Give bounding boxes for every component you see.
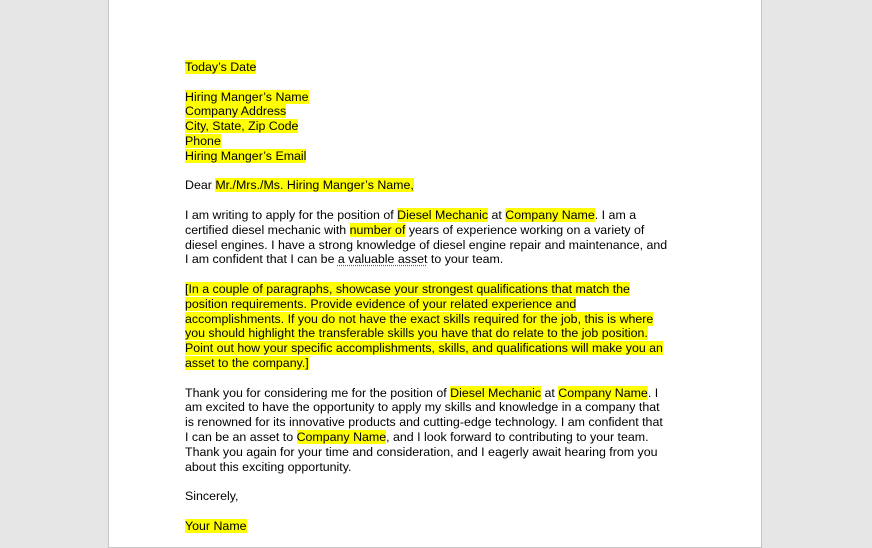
text-run: is renowned for its innovative products and cutting-edge technology. I am confident that: [185, 415, 663, 430]
years-placeholder: number of: [349, 222, 406, 237]
paragraph-qualifications: [185, 282, 695, 371]
text-run: I can be an asset to: [185, 429, 297, 444]
qualifications-line: position requirements. Provide evidence of your related experience and: [185, 296, 577, 311]
recipient-name: Hiring Manger’s Name: [185, 89, 309, 104]
recipient-phone: Phone: [185, 133, 221, 148]
document-page[interactable]: [108, 0, 762, 548]
company-placeholder: Company Name: [505, 207, 595, 222]
text-run: at: [488, 207, 506, 222]
position-placeholder: Diesel Mechanic: [450, 385, 542, 400]
company-placeholder: Company Name: [296, 429, 387, 444]
text-run: I am writing to apply for the position of: [185, 207, 398, 222]
paragraph-intro: [185, 208, 695, 267]
qualifications-line: Point out how your specific accomplishments, skills, and qualifications will make you an: [185, 341, 663, 356]
recipient-city-state-zip: City, State, Zip Code: [185, 119, 299, 134]
grammar-suggestion[interactable]: a valuable asset: [337, 252, 428, 267]
text-run: . I am a: [594, 207, 637, 222]
salutation-name: Mr./Mrs./Ms. Hiring Manger’s Name,: [215, 178, 414, 193]
text-run: am excited to have the opportunity to apply my skills and knowledge in a company that: [185, 400, 660, 415]
text-run: , and I look forward to contributing to your team.: [386, 429, 649, 444]
recipient-block: [185, 90, 695, 164]
closing: [185, 489, 695, 504]
signature-line: [185, 519, 695, 534]
date-line: [185, 60, 695, 75]
text-run: years of experience working on a variety of: [405, 222, 645, 237]
text-run: Thank you for considering me for the position of: [185, 385, 451, 400]
recipient-email: Hiring Manger’s Email: [185, 148, 307, 163]
salutation-prefix: Dear: [185, 178, 216, 193]
salutation: [185, 178, 695, 193]
text-run: to your team.: [427, 252, 504, 267]
paragraph-closing: [185, 386, 695, 475]
text-run: . I: [647, 385, 659, 400]
position-placeholder: Diesel Mechanic: [397, 207, 489, 222]
qualifications-line: you should highlight the transferable skills you have that do relate to the job position.: [185, 326, 648, 341]
letter-body[interactable]: [185, 60, 695, 548]
date-placeholder: Today’s Date: [185, 60, 257, 74]
signature-placeholder: Your Name: [185, 518, 247, 533]
qualifications-line: [In a couple of paragraphs, showcase your strongest qualifications that match the: [185, 281, 630, 296]
text-run: at: [541, 385, 559, 400]
qualifications-line: accomplishments. If you do not have the exact skills required for the job, this is where: [185, 311, 654, 326]
text-run: Thank you again for your time and consideration, and I eagerly await hearing from you: [185, 444, 658, 459]
text-run: I am confident that I can be: [185, 252, 338, 267]
text-run: certified diesel mechanic with: [185, 222, 350, 237]
company-placeholder: Company Name: [558, 385, 648, 400]
recipient-company-address: Company Address: [185, 104, 287, 119]
closing-text: Sincerely,: [185, 489, 239, 504]
text-run: about this exciting opportunity.: [185, 459, 352, 474]
text-run: diesel engines. I have a strong knowledge of diesel engine repair and maintenance, and: [185, 237, 668, 252]
qualifications-line: asset to the company.]: [185, 355, 309, 370]
